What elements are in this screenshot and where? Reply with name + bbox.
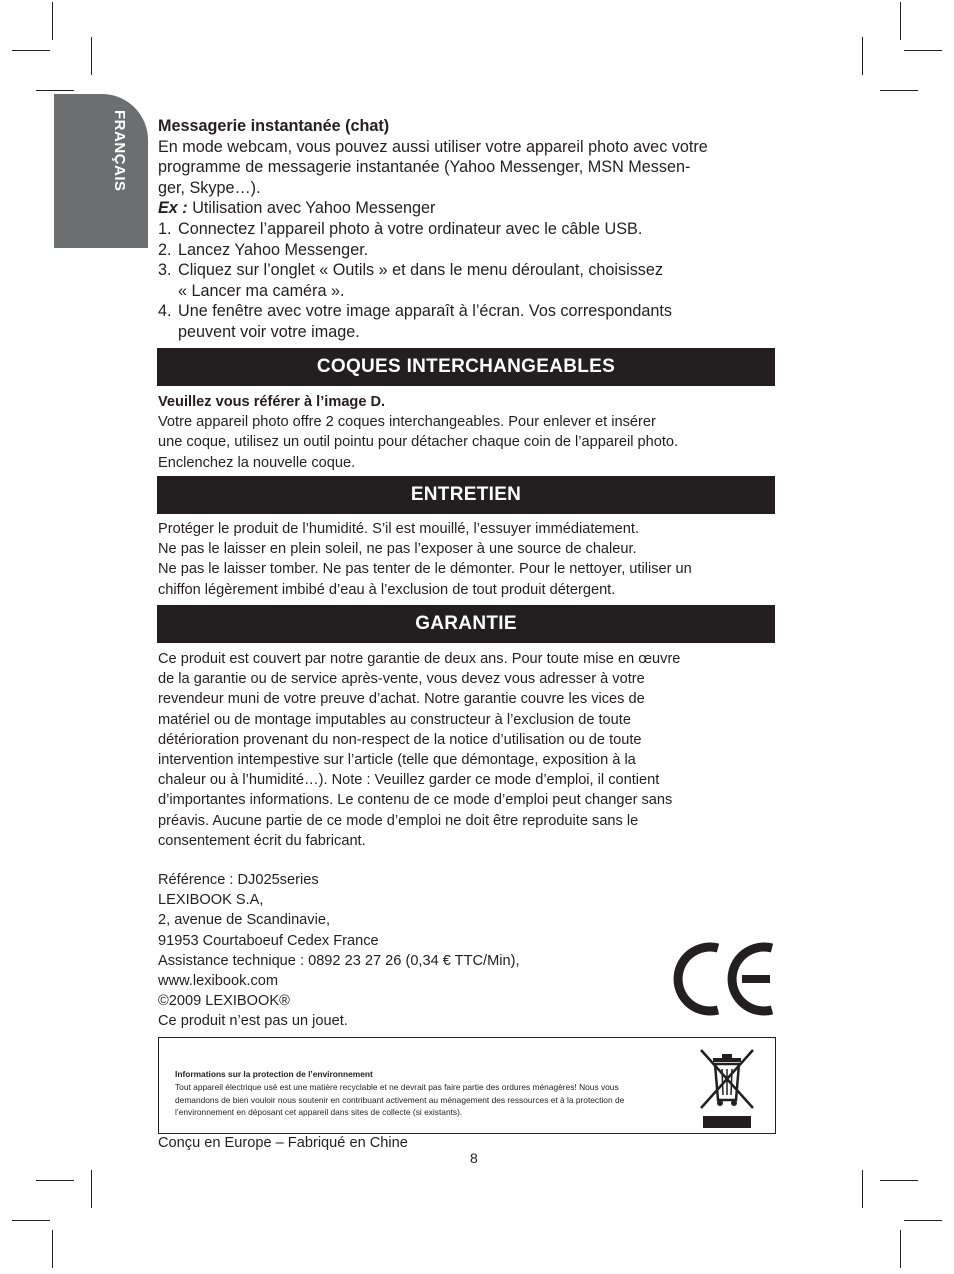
- chat-intro-line: En mode webcam, vous pouvez aussi utiliser votre appareil photo avec votre: [158, 137, 708, 156]
- chat-intro-line: ger, Skype…).: [158, 178, 261, 197]
- crop-mark: [91, 37, 92, 75]
- crop-mark: [52, 1230, 53, 1268]
- environment-title: Informations sur la protection de l’environnement: [175, 1069, 373, 1079]
- section-title-garantie: GARANTIE: [157, 605, 775, 643]
- example-text: Utilisation avec Yahoo Messenger: [187, 199, 436, 218]
- crop-mark: [12, 1220, 50, 1221]
- entretien-section: Protéger le produit de l’humidité. S’il est mouillé, l’essuyer immédiatement. Ne pas le laisser en plein soleil, ne pas l’exposer à une source de chaleur. Ne pas le laisser tomber. Ne pas tenter de le démonter. Pour le nettoyer, utiliser un chiffon légèrement imbibé d’eau à l’exclusion de tout produit détergent.: [158, 521, 692, 598]
- coques-subheading: Veuillez vous référer à l’image D.: [158, 394, 386, 410]
- contact-block: Référence : DJ025series LEXIBOOK S.A, 2, avenue de Scandinavie, 91953 Courtaboeuf Cedex France Assistance technique : 0892 23 27 26 (0,34 € TTC/Min), www.lexibook.com ©2009 LEXIBOOK® Ce produit n’est pas un jouet.: [158, 870, 776, 1032]
- crop-mark: [904, 50, 942, 51]
- crop-mark: [52, 2, 53, 40]
- coques-section: Veuillez vous référer à l’image D. Votre appareil photo offre 2 coques interchangeables. Pour enlever et insérer une coque, utilisez un outil pointu pour détacher chaque coin de l’appareil photo. Enclenchez la nouvelle coque.: [158, 392, 776, 473]
- crop-mark: [91, 1170, 92, 1208]
- chat-heading: Messagerie instantanée (chat): [158, 117, 390, 135]
- list-item: 2. Lancez Yahoo Messenger.: [158, 240, 369, 259]
- chat-example: [158, 198, 776, 219]
- crop-mark: [862, 37, 863, 75]
- environment-text: Tout appareil électrique usé est une matière recyclable et ne devrait pas faire partie des ordures ménagères! Nous vous demandons de bien vouloir nous soutenir en contribuant activement au ménagement des ressources et à la protection de l’environnement en déposant cet appareil dans sites de collecte (si existants).: [175, 1082, 625, 1117]
- list-item: 1. Connectez l’appareil photo à votre ordinateur avec le câble USB.: [158, 219, 643, 238]
- ce-mark-icon: [672, 940, 778, 1018]
- website-link[interactable]: www.lexibook.com: [158, 973, 279, 990]
- crop-mark: [904, 1220, 942, 1221]
- chat-section: [158, 116, 776, 343]
- garantie-section: Ce produit est couvert par notre garantie de deux ans. Pour toute mise en œuvre de la garantie ou de service après-vente, vous devez vous adresser à votre revendeur muni de votre preuve d’achat. Notre garantie couvre les vices de matériel ou de montage imputables au constructeur à l’exclusion de toute détérioration provenant du non-respect de la notice d’utilisation ou de toute intervention intempestive sur l’article (telle que démontage, exposition à la chaleur ou à l’humidité…). Note : Veuillez garder ce mode d’emploi, il contient d’importantes informations. Le contenu de ce mode d’emploi peut changer sans préavis. Aucune partie de ce mode d’emploi ne doit être reproduite sans le consentement écrit du fabricant.: [158, 651, 681, 849]
- page-number: 8: [470, 1150, 478, 1166]
- crop-mark: [880, 1180, 918, 1181]
- example-label: Ex :: [158, 199, 188, 218]
- crop-mark: [12, 50, 50, 51]
- crossed-bin-icon: [699, 1044, 755, 1128]
- made-in-note: Conçu en Europe – Fabriqué en Chine: [158, 1135, 408, 1151]
- section-title-entretien: ENTRETIEN: [157, 476, 775, 514]
- chat-intro-line: programme de messagerie instantanée (Yahoo Messenger, MSN Messen-: [158, 158, 691, 177]
- crop-mark: [880, 90, 918, 91]
- language-tab-label: FRANÇAIS: [111, 110, 128, 192]
- crop-mark: [36, 90, 74, 91]
- section-title-coques: COQUES INTERCHANGEABLES: [157, 348, 775, 386]
- crop-mark: [900, 1230, 901, 1268]
- crop-mark: [36, 1180, 74, 1181]
- list-item: 3. Cliquez sur l’onglet « Outils » et dans le menu déroulant, choisissez « Lancer ma caméra ».: [158, 261, 663, 300]
- environment-notice: [158, 1037, 776, 1134]
- crop-mark: [900, 2, 901, 40]
- list-item: 4. Une fenêtre avec votre image apparaît à l’écran. Vos correspondants peuvent voir votre image.: [158, 302, 673, 341]
- crop-mark: [862, 1170, 863, 1208]
